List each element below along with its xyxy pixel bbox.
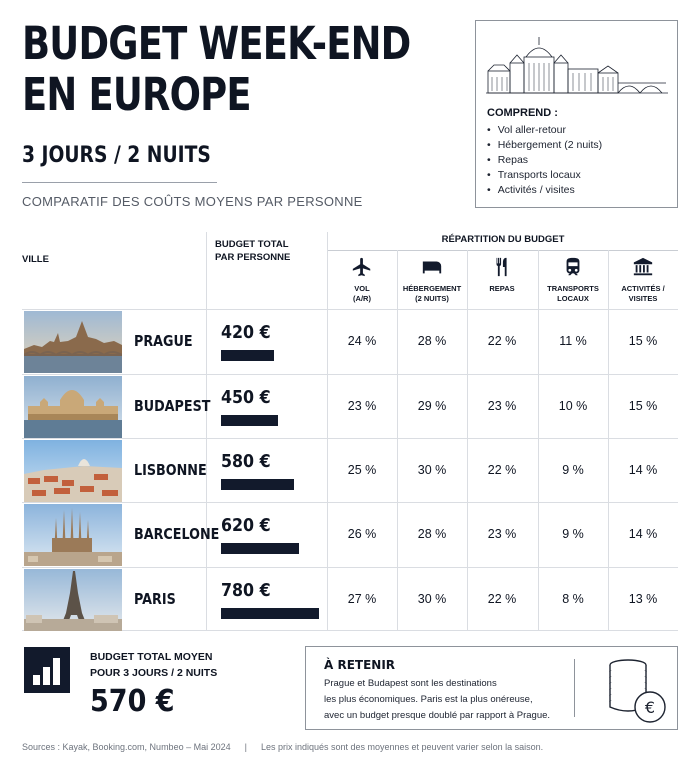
bed-icon: [421, 256, 443, 278]
table-row: [22, 503, 678, 567]
price-bar: [221, 608, 319, 619]
category-label: VOL (A/R): [353, 284, 371, 303]
key-takeaway-line: avec un budget presque doublé par rapport à Prague.: [324, 710, 551, 721]
includes-list: [487, 123, 602, 198]
table-row: [22, 375, 678, 439]
column-header-breakdown: RÉPARTITION DU BUDGET: [441, 234, 565, 245]
pct-activities: 13 %: [628, 592, 658, 606]
page-title: [22, 17, 411, 121]
price-value: 620 €: [221, 515, 271, 536]
pct-activities: 15 %: [628, 334, 658, 348]
key-takeaway-text: [324, 676, 574, 724]
city-name: PRAGUE: [134, 332, 193, 350]
pct-transport: 8 %: [562, 592, 584, 606]
key-takeaway-title: À RETENIR: [324, 658, 396, 672]
average-budget-value: 570 €: [90, 684, 175, 719]
includes-item: • Hébergement (2 nuits): [487, 138, 602, 153]
page-tagline: COMPARATIF DES COÛTS MOYENS PAR PERSONNE: [22, 194, 363, 209]
average-budget-label: [90, 649, 217, 681]
train-icon: [562, 256, 584, 278]
column-header-total-line-1: BUDGET TOTAL: [215, 239, 289, 250]
category-label: REPAS: [489, 284, 515, 293]
pct-transport: 9 %: [562, 527, 584, 541]
pct-flight: 25 %: [347, 463, 377, 477]
column-header-total-line-2: PAR PERSONNE: [215, 252, 291, 263]
price-bar: [221, 543, 299, 554]
city-photo-lisbon: [24, 440, 122, 502]
price-value: 450 €: [221, 387, 271, 408]
pct-lodging: 30 %: [417, 463, 447, 477]
breakdown-divider: [328, 250, 678, 251]
table-row: [22, 568, 678, 632]
pct-transport: 9 %: [562, 463, 584, 477]
city-photo-paris: [24, 569, 122, 631]
pct-flight: 26 %: [347, 527, 377, 541]
category-header-meals: [467, 256, 537, 294]
pct-meals: 23 %: [487, 399, 517, 413]
price-value: 780 €: [221, 580, 271, 601]
pct-activities: 14 %: [628, 527, 658, 541]
pct-meals: 22 %: [487, 334, 517, 348]
includes-item: • Activités / visites: [487, 183, 602, 198]
key-takeaway-line: les plus économiques. Paris est la plus onéreuse,: [324, 694, 533, 705]
footer: [22, 742, 543, 752]
city-photo-budapest: [24, 376, 122, 438]
city-name: BARCELONE: [134, 525, 220, 543]
price-bar: [221, 415, 278, 426]
museum-icon: [632, 256, 654, 278]
title-line-2: EN EUROPE: [22, 68, 251, 121]
plane-icon: [351, 256, 373, 278]
pct-transport: 11 %: [559, 334, 587, 348]
average-label-line-1: BUDGET TOTAL MOYEN: [90, 651, 213, 663]
footer-separator: |: [244, 742, 247, 752]
includes-item: • Repas: [487, 153, 602, 168]
pct-flight: 24 %: [347, 334, 377, 348]
pct-meals: 22 %: [487, 463, 517, 477]
category-header-transport: [538, 256, 608, 304]
pct-lodging: 28 %: [417, 527, 447, 541]
column-header-city: VILLE: [22, 254, 49, 265]
price-bar: [221, 350, 274, 361]
price-bar: [221, 479, 294, 490]
pct-flight: 27 %: [347, 592, 377, 606]
city-photo-barcelona: [24, 504, 122, 566]
pct-lodging: 29 %: [417, 399, 447, 413]
euro-coins-icon: [604, 655, 670, 725]
key-takeaway-box: [305, 646, 678, 730]
table-row: [22, 439, 678, 503]
pct-lodging: 28 %: [417, 334, 447, 348]
includes-item: • Transports locaux: [487, 168, 602, 183]
title-divider: [22, 182, 217, 183]
footer-sources: Sources : Kayak, Booking.com, Numbeo – Mai 2024: [22, 742, 231, 752]
page-subtitle: 3 JOURS / 2 NUITS: [22, 143, 211, 168]
pct-meals: 22 %: [487, 592, 517, 606]
key-takeaway-line: Prague et Budapest sont les destinations: [324, 678, 497, 689]
column-header-total: [215, 238, 325, 264]
category-header-activities: [608, 256, 678, 304]
bar-chart-icon: [24, 647, 70, 693]
key-takeaway-divider: [574, 659, 575, 717]
category-label: ACTIVITÉS / VISITES: [621, 284, 665, 303]
price-value: 420 €: [221, 322, 271, 343]
pct-meals: 23 %: [487, 527, 517, 541]
city-name: BUDAPEST: [134, 397, 211, 415]
city-name: PARIS: [134, 590, 176, 608]
city-name: LISBONNE: [134, 461, 207, 479]
category-label: HÉBERGEMENT (2 NUITS): [402, 284, 462, 303]
category-label: TRANSPORTS LOCAUX: [547, 284, 599, 303]
table-row: [22, 310, 678, 374]
includes-title: COMPREND :: [487, 107, 558, 119]
price-value: 580 €: [221, 451, 271, 472]
pct-activities: 14 %: [628, 463, 658, 477]
footer-note: Les prix indiqués sont des moyennes et peuvent varier selon la saison.: [260, 742, 544, 752]
pct-flight: 23 %: [347, 399, 377, 413]
pct-activities: 15 %: [628, 399, 658, 413]
pct-transport: 10 %: [558, 399, 588, 413]
budapest-skyline-illustration: [486, 33, 668, 113]
category-header-flight: [327, 256, 397, 304]
svg-text:€: €: [644, 698, 656, 717]
title-line-1: BUDGET WEEK-END: [22, 17, 411, 70]
includes-item: • Vol aller-retour: [487, 123, 602, 138]
pct-lodging: 30 %: [417, 592, 447, 606]
category-header-lodging: [397, 256, 467, 304]
includes-box: [475, 20, 678, 208]
fork-knife-icon: [491, 256, 513, 278]
average-label-line-2: POUR 3 JOURS / 2 NUITS: [90, 667, 218, 679]
city-photo-prague: [24, 311, 122, 373]
